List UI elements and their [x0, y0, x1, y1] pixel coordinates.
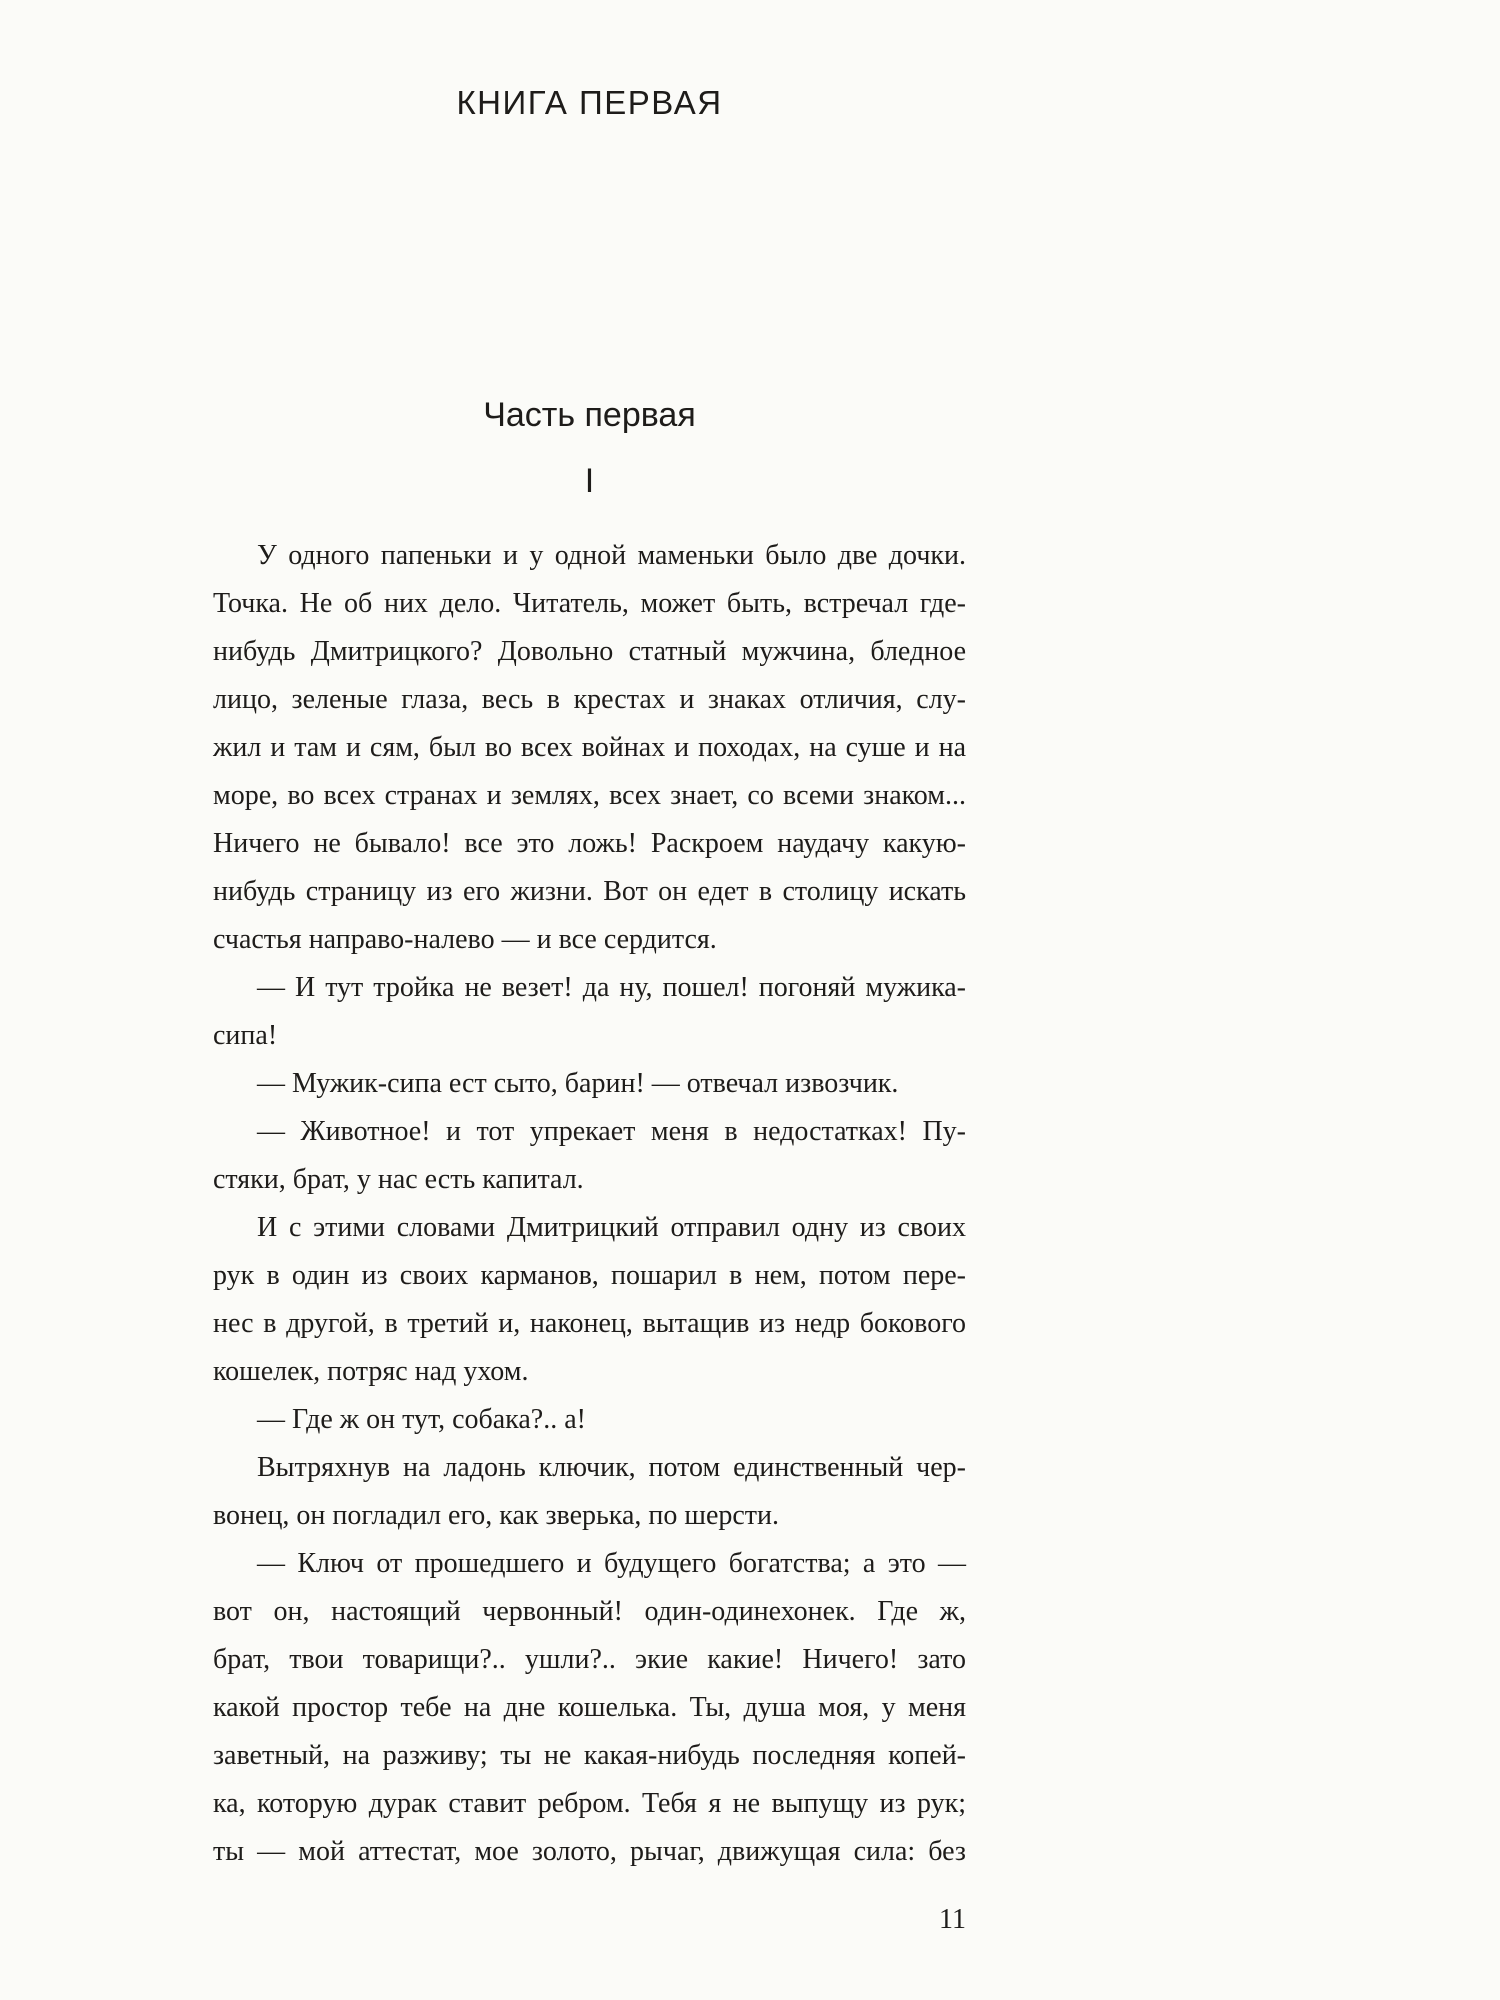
paragraph	[213, 1540, 966, 1876]
text-line: вот он, настоящий червонный! один-одинехонек. Где ж,	[213, 1596, 966, 1627]
text-line: Вытряхнув на ладонь ключик, потом единственный чер-	[257, 1452, 966, 1483]
text-line: нибудь страницу из его жизни. Вот он едет в столицу искать	[213, 876, 966, 907]
paragraph	[213, 964, 966, 1060]
text-line: вонец, он погладил его, как зверька, по шерсти.	[213, 1500, 780, 1531]
paragraph	[213, 1396, 966, 1444]
paragraph	[213, 1060, 966, 1108]
text-line: Ничего не бывало! все это ложь! Раскроем наудачу какую-	[213, 828, 966, 859]
book-title: КНИГА ПЕРВАЯ	[456, 84, 723, 121]
text-line: нибудь Дмитрицкого? Довольно статный мужчина, бледное	[213, 636, 966, 667]
paragraph	[213, 1444, 966, 1540]
text-line: море, во всех странах и землях, всех знает, со всеми знаком...	[213, 780, 966, 811]
paragraph	[213, 1108, 966, 1204]
text-line: — Мужик-сипа ест сыто, барин! — отвечал извозчик.	[257, 1068, 899, 1099]
text-line: брат, твои товарищи?.. ушли?.. экие какие! Ничего! зато	[213, 1644, 966, 1675]
text-line: кошелек, потряс над ухом.	[213, 1356, 529, 1387]
page-number: 11	[939, 1904, 966, 1935]
chapter-number: I	[584, 462, 595, 500]
paragraph	[213, 1204, 966, 1396]
body-text	[213, 532, 966, 1876]
text-line: Точка. Не об них дело. Читатель, может быть, встречал где-	[213, 588, 966, 619]
text-line: ты — мой аттестат, мое золото, рычаг, движущая сила: без	[213, 1836, 966, 1867]
text-line: счастья направо-налево — и все сердится.	[213, 924, 717, 955]
text-line: нес в другой, в третий и, наконец, вытащив из недр бокового	[213, 1308, 966, 1339]
text-line: заветный, на разживу; ты не какая-нибудь последняя копей-	[213, 1740, 966, 1771]
text-line: У одного папеньки и у одной маменьки было две дочки.	[257, 540, 966, 571]
text-line: — Где ж он тут, собака?.. а!	[257, 1404, 586, 1435]
text-line: стяки, брат, у нас есть капитал.	[213, 1164, 584, 1195]
paragraph	[213, 532, 966, 964]
text-line: какой простор тебе на дне кошелька. Ты, душа моя, у меня	[213, 1692, 966, 1723]
text-line: жил и там и сям, был во всех войнах и походах, на суше и на	[213, 732, 966, 763]
text-line: — Животное! и тот упрекает меня в недостатках! Пу-	[257, 1116, 966, 1147]
text-line: — Ключ от прошедшего и будущего богатства; а это —	[257, 1548, 966, 1579]
text-line: — И тут тройка не везет! да ну, пошел! погоняй мужика-	[257, 972, 966, 1003]
text-line: рук в один из своих карманов, пошарил в нем, потом пере-	[213, 1260, 966, 1291]
text-block	[213, 0, 966, 2000]
text-line: ка, которую дурак ставит ребром. Тебя я не выпущу из рук;	[213, 1788, 966, 1819]
text-line: лицо, зеленые глаза, весь в крестах и знаках отличия, слу-	[213, 684, 966, 715]
part-title: Часть первая	[483, 396, 696, 434]
text-line: сипа!	[213, 1020, 278, 1051]
text-line: И с этими словами Дмитрицкий отправил одну из своих	[257, 1212, 966, 1243]
